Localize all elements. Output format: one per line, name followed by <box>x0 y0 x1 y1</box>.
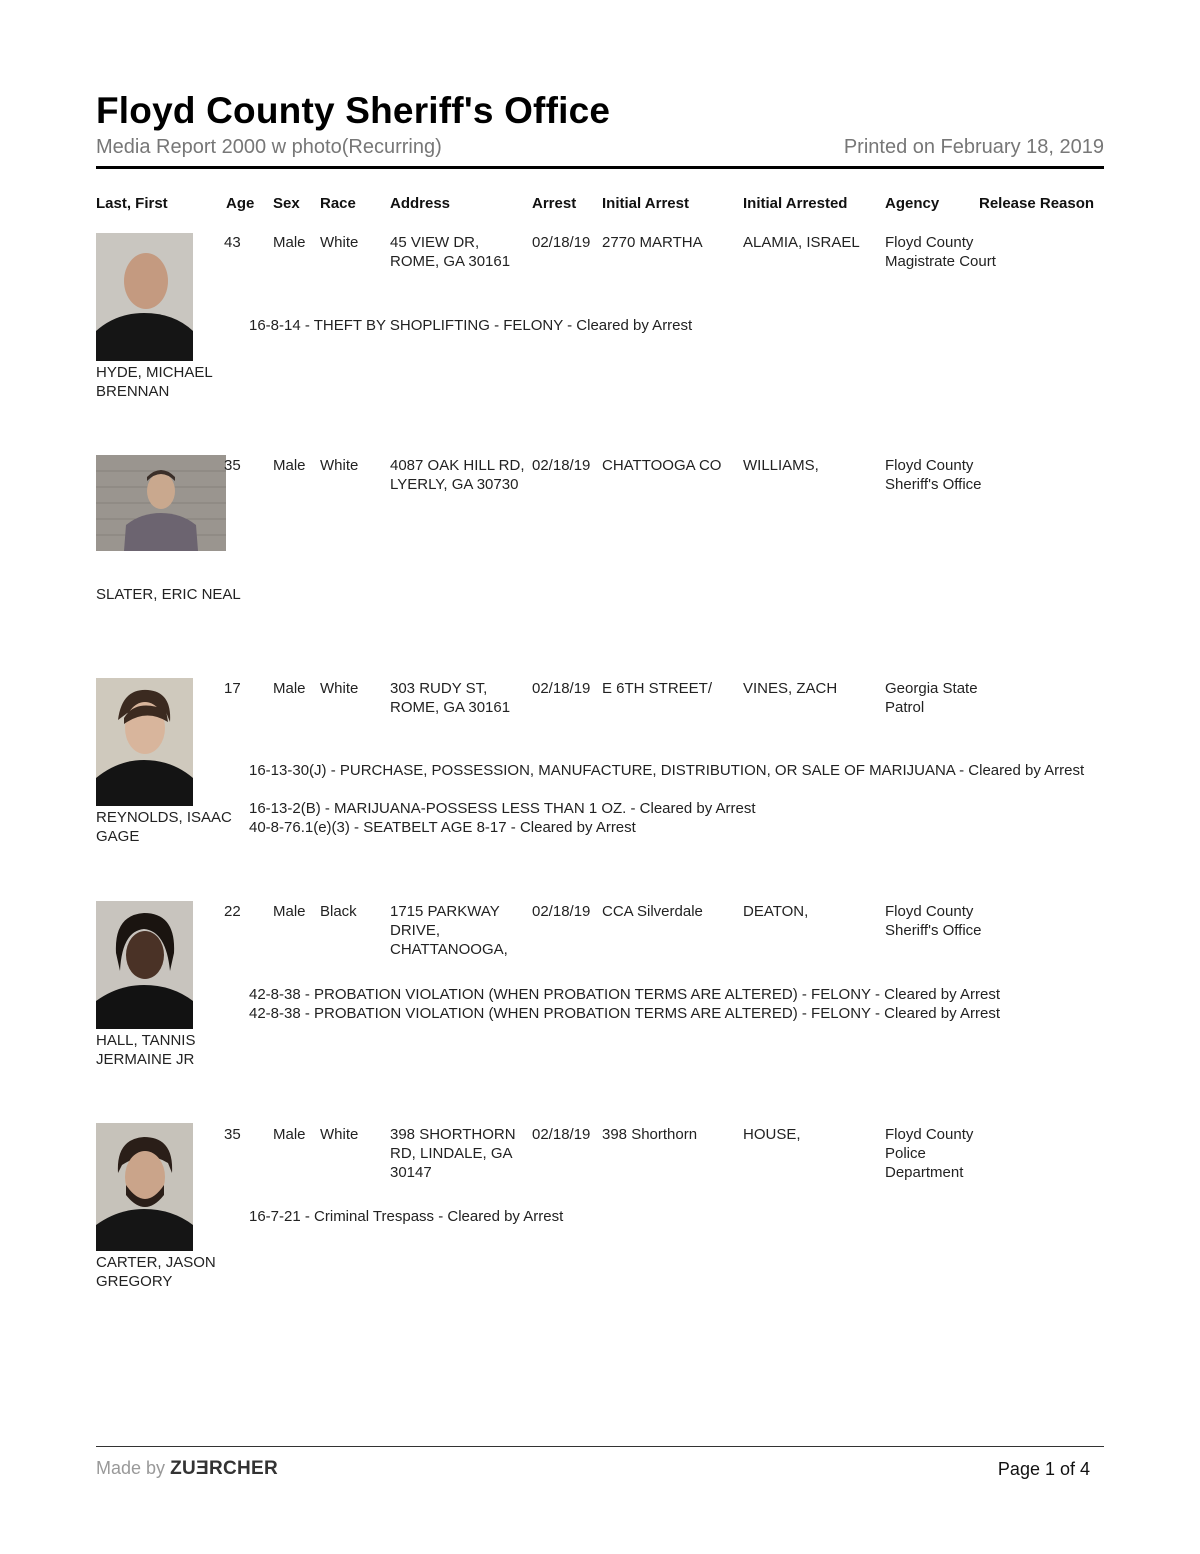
record-race: White <box>320 457 359 474</box>
record-initial-arrest: 2770 MARTHA <box>602 234 703 251</box>
record-agency: Floyd County Police Department <box>885 1126 974 1181</box>
record-name: SLATER, ERIC NEAL <box>96 586 241 603</box>
charge-line: 42-8-38 - PROBATION VIOLATION (WHEN PROBATION TERMS ARE ALTERED) - FELONY - Cleared by Arrest <box>249 986 1000 1003</box>
record-race: White <box>320 234 359 251</box>
record-initial-arrest: CHATTOOGA CO <box>602 457 722 474</box>
record-arrest-date: 02/18/19 <box>532 234 591 251</box>
record-name: HYDE, MICHAEL BRENNAN <box>96 364 213 400</box>
record-address: 1715 PARKWAY DRIVE, CHATTANOOGA, <box>390 903 508 958</box>
record-initial-arrested: VINES, ZACH <box>743 680 838 697</box>
record-race: White <box>320 1126 359 1143</box>
record-address: 303 RUDY ST, ROME, GA 30161 <box>390 680 511 716</box>
column-header-arrest: Arrest <box>532 195 577 212</box>
column-header-age: Age <box>226 195 255 212</box>
mugshot-photo <box>96 901 193 1029</box>
charge-line: 42-8-38 - PROBATION VIOLATION (WHEN PROBATION TERMS ARE ALTERED) - FELONY - Cleared by Arrest <box>249 1005 1000 1022</box>
record-sex: Male <box>273 234 306 251</box>
printed-date: Printed on February 18, 2019 <box>843 136 1104 158</box>
record-initial-arrest: CCA Silverdale <box>602 903 703 920</box>
record-age: 35 <box>224 457 241 474</box>
zuercher-logo: ZUƎRCHER <box>170 1458 279 1479</box>
record-sex: Male <box>273 1126 306 1143</box>
charge-line: 16-13-2(B) - MARIJUANA-POSSESS LESS THAN 1 OZ. - Cleared by Arrest <box>249 800 756 817</box>
record-agency: Floyd County Magistrate Court <box>885 234 996 270</box>
record-initial-arrested: DEATON, <box>743 903 809 920</box>
column-header-sex: Sex <box>273 195 300 212</box>
column-header-name: Last, First <box>96 195 168 212</box>
record-name: CARTER, JASON GREGORY <box>96 1254 216 1290</box>
record-age: 43 <box>224 234 241 251</box>
record-race: Black <box>320 903 357 920</box>
mugshot-photo <box>96 1123 193 1251</box>
record-name: REYNOLDS, ISAAC GAGE <box>96 809 232 845</box>
record-initial-arrest: 398 Shorthorn <box>602 1126 698 1143</box>
mugshot-photo <box>96 233 193 361</box>
column-header-release-reason: Release Reason <box>979 195 1095 212</box>
record-arrest-date: 02/18/19 <box>532 457 591 474</box>
column-header-race: Race <box>320 195 356 212</box>
report-subtitle: Media Report 2000 w photo(Recurring) <box>96 136 442 158</box>
record-address: 45 VIEW DR, ROME, GA 30161 <box>390 234 511 270</box>
record-agency: Floyd County Sheriff's Office <box>885 457 982 493</box>
header-divider <box>96 166 1104 169</box>
mugshot-photo <box>96 678 193 806</box>
report-title: Floyd County Sheriff's Office <box>96 90 611 131</box>
charge-line: 16-13-30(J) - PURCHASE, POSSESSION, MANUFACTURE, DISTRIBUTION, OR SALE OF MARIJUANA - Cleared by Arrest <box>249 762 1085 779</box>
column-header-initial-arrest: Initial Arrest <box>602 195 689 212</box>
charge-line: 40-8-76.1(e)(3) - SEATBELT AGE 8-17 - Cleared by Arrest <box>249 819 636 836</box>
record-initial-arrested: HOUSE, <box>743 1126 801 1143</box>
column-header-agency: Agency <box>885 195 940 212</box>
record-age: 22 <box>224 903 241 920</box>
record-sex: Male <box>273 457 306 474</box>
page-number: Page 1 of 4 <box>997 1459 1090 1479</box>
record-arrest-date: 02/18/19 <box>532 680 591 697</box>
record-arrest-date: 02/18/19 <box>532 1126 591 1143</box>
record-sex: Male <box>273 680 306 697</box>
footer-divider <box>96 1446 1104 1447</box>
record-sex: Male <box>273 903 306 920</box>
record-address: 398 SHORTHORN RD, LINDALE, GA 30147 <box>390 1126 516 1181</box>
record-address: 4087 OAK HILL RD, LYERLY, GA 30730 <box>390 457 525 493</box>
record-agency: Georgia State Patrol <box>885 680 978 716</box>
mugshot-photo <box>96 455 226 551</box>
column-header-address: Address <box>390 195 451 212</box>
charge-line: 16-8-14 - THEFT BY SHOPLIFTING - FELONY - Cleared by Arrest <box>249 317 693 334</box>
made-by-credit <box>96 1458 278 1480</box>
record-race: White <box>320 680 359 697</box>
record-name: HALL, TANNIS JERMAINE JR <box>96 1032 196 1068</box>
column-header-initial-arrested: Initial Arrested <box>743 195 848 212</box>
made-by-label: Made by <box>96 1458 166 1478</box>
record-initial-arrested: ALAMIA, ISRAEL <box>743 234 860 251</box>
record-age: 17 <box>224 680 241 697</box>
record-arrest-date: 02/18/19 <box>532 903 591 920</box>
record-agency: Floyd County Sheriff's Office <box>885 903 982 939</box>
record-age: 35 <box>224 1126 241 1143</box>
charge-line: 16-7-21 - Criminal Trespass - Cleared by Arrest <box>249 1208 564 1225</box>
record-initial-arrest: E 6TH STREET/ <box>602 680 713 697</box>
record-initial-arrested: WILLIAMS, <box>743 457 819 474</box>
